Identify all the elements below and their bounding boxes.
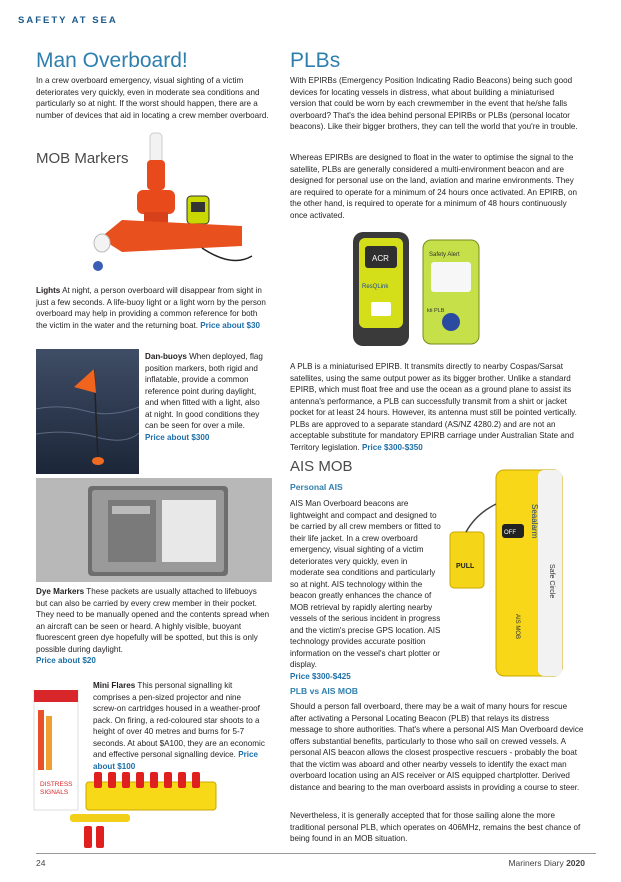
intro-paragraph: In a crew overboard emergency, visual sighting of a victim deteriorates very quickly, even in moderate sea conditions and particularly so at night. If the worst should happen, there are a number of devices that aid in locating a crew member overboard.: [36, 76, 269, 120]
page-title: Man Overboard!: [36, 49, 188, 72]
publication-title: Mariners Diary: [508, 858, 567, 868]
plb-devices-image: [345, 228, 485, 354]
ais-price: Price $300-$425: [290, 671, 351, 681]
plb-vs-ais-paragraph-1: Should a person fall overboard, there may be a wait of many hours for rescue after activating a Personal Locating Beacon (PLB) that relays its distress message to shore authorities. That's where a personal AIS Man Overboard device offers substantial benefits, particularly to those who sail on crewed vessels. A personal AIS beacon allows the closest prospective rescuers - probably the boat that the victim was aboard and other nearby vessels to identify the exact man overboard location using an AIS receiver or AIS equipped chartplotter. Derived distance and bearing to the man overboard assists in providing a course to steer.: [290, 702, 584, 792]
flare-box-line1: DISTRESS: [40, 781, 73, 788]
dye-label: Dye Markers: [36, 587, 85, 596]
danbuoy-text: When deployed, flag position markers, both rigid and inflatable, provide a common reference point during daylight, and when fitted with a light, also at night. In good conditions they can be seen for over a mile.: [145, 352, 263, 430]
mob-markers-heading: MOB Markers: [36, 150, 129, 167]
lights-text: At night, a person overboard will disappear from sight in just a few seconds. A life-buoy light or a light worn by the person overboard may help in providing a common reference for both the victim in the water and the returning boat.: [36, 286, 266, 330]
dan-buoy-photo: [36, 349, 139, 474]
kti-plb-label: kti PLB: [427, 308, 445, 314]
lights-label: Lights: [36, 286, 61, 295]
ais-text: AIS Man Overboard beacons are lightweight and compact and designed to be carried by all crew members or fitted to their life jacket. In a crew overboard emergency, visual sighting of a victim deteriorates very quickly, even in moderate sea conditions and particularly so at night. AIS technology within the beacon greatly enhances the chance of MOB retrieval by rapidly alerting nearby vessels of the serious incident in progress and the victim's precise GPS location. AIS technology provides accurate position information on the vessel's chart plotter or display.: [290, 499, 441, 669]
ais-mob-device-image: [446, 464, 586, 684]
danbuoy-label: Dan-buoys: [145, 352, 187, 361]
dye-marker-photo: [36, 478, 272, 582]
danbuoy-paragraph: [145, 351, 263, 443]
plb-vs-ais-paragraph-2: Nevertheless, it is generally accepted that for those sailing alone the more traditional personal PLB, which operates on 406MHz, remains the best chance of being found in an MOB situation.: [290, 811, 581, 843]
ais-mob-device-label: AIS MOB: [514, 614, 520, 640]
off-label: OFF: [504, 530, 516, 536]
safety-alert-label: Safety Alert: [429, 252, 460, 258]
flares-paragraph: [93, 680, 265, 772]
flares-label: Mini Flares: [93, 681, 136, 690]
safe-circle-label: Safe Circle: [548, 564, 555, 599]
ais-mob-heading: AIS MOB: [290, 458, 353, 475]
plb-vs-ais-subheading: PLB vs AIS MOB: [290, 686, 358, 696]
dye-text: These packets are usually attached to lifebuoys but can also be carried by every crew member in their pocket. They need to be manually opened and the contents spread when an aircraft can be seen or heard. A highly visible, buoyant fluorescent green dye hopefully will be spotted, but this is only possible during daylight.: [36, 587, 270, 654]
publication-name: [508, 858, 585, 868]
resqlink-label: ResQLink: [362, 284, 389, 290]
dye-paragraph: [36, 586, 270, 667]
lights-paragraph: [36, 285, 270, 331]
plb-price: Price $300-$350: [361, 442, 423, 452]
plb-paragraph-2: Whereas EPIRBs are designed to float in the water to optimise the signal to the satellite, PLBs are generally considered a multi-environment beacon and are designed for personal use on the land, aviation and marine environments. They are required to operate for a minimum of 24 hours once activated. An EPIRB, on the other hand, is required to operate for a minimum of 48 hours continuously once activated.: [290, 153, 578, 220]
publication-year: 2020: [566, 858, 585, 868]
plb-paragraph-1: With EPIRBs (Emergency Position Indicating Radio Beacons) being such good devices for locating vessels in distress, what about building a miniaturised version that could be worn by each crewmember in the event that he/she falls overboard? That's the idea behind personal EPIRBs or PLBs (personal locator beacons). Like their bigger brothers, they can tell the world that you're in trouble.: [290, 76, 578, 131]
section-label: SAFETY AT SEA: [18, 15, 118, 26]
dye-price: Price about $20: [36, 656, 96, 665]
lifebuoy-light-image: [92, 128, 272, 278]
acr-label: ACR: [372, 254, 389, 263]
plb-paragraph-3-text: A PLB is a miniaturised EPIRB. It transmits directly to nearby Cospas/Sarsat satellites, using the same output power as its bigger brother. Unlike a standard EPIRB, which must float free and use the ocean as a ground plane to assist its antenna's performance, a PLB can successfully transmit from a shirt or jacket pocket for at least 24 hours. However, its antenna must still be pointed vertically. PLBs are approved to a separate standard (AS/NZ 4280.2) and are not an acceptable substitute for mandatory EPIRB carriage under Australian State and Territory legislation.: [290, 362, 577, 452]
plbs-title: PLBs: [290, 49, 341, 72]
danbuoy-price: Price about $300: [145, 432, 210, 442]
seaalarm-brand: Seaalarm: [530, 504, 539, 539]
personal-ais-subheading: Personal AIS: [290, 482, 343, 492]
page-number: 24: [36, 858, 46, 868]
flare-box-line2: SIGNALS: [40, 789, 69, 796]
ais-paragraph: [290, 498, 442, 682]
flares-text: This personal signalling kit comprises a pen-sized projector and nine screw-on cartridges housed in a weather-proof pack. On firing, a red-coloured star shoots to a height of over 40 metres and burns for 5-7 seconds. At about $A100, they are an economic and effective personal signalling device.: [93, 681, 265, 759]
footer-rule: [36, 853, 596, 854]
plb-paragraph-3: [290, 361, 582, 453]
flares-price: Price about $100: [93, 750, 258, 771]
pull-tab-label: PULL: [456, 563, 475, 570]
lights-price: Price about $30: [200, 320, 261, 330]
